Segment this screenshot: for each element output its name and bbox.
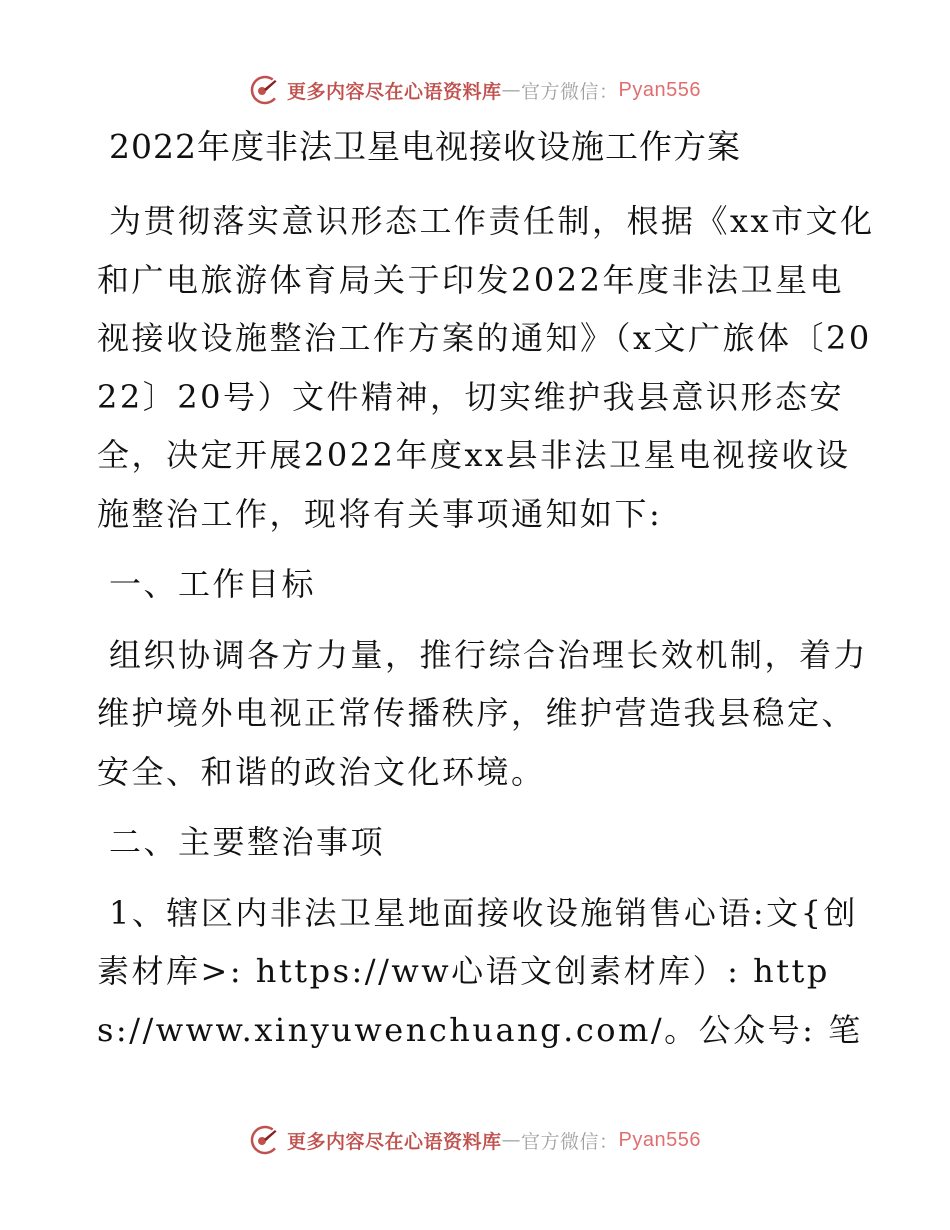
banner-dash: — xyxy=(501,79,522,101)
banner-main-text: 更多内容尽在心语资料库 xyxy=(287,80,502,103)
document-body xyxy=(97,118,877,1059)
section-heading-tasks: 二、主要整治事项 xyxy=(109,823,386,861)
section-tasks-item-1: 1、辖区内非法卫星地面接收设施销售心语:文{创素材库>: https://ww心语文创素材库）: https://www.xinyuwenchuang.com/。公众号: 笔 xyxy=(97,893,863,1049)
brand-logo-icon xyxy=(249,1124,281,1156)
intro-paragraph: 为贯彻落实意识形态工作责任制，根据《xx市文化和广电旅游体育局关于印发2022年度非法卫星电视接收设施整治工作方案的通知》（x文广旅体〔2022〕20号）文件精神，切实维护我县意识形态安全，决定开展2022年度xx县非法卫星电视接收设施整治工作，现将有关事项通知如下: xyxy=(97,202,875,533)
footer-watermark-banner xyxy=(0,1120,950,1160)
banner-wechat-id: Pyan556 xyxy=(618,78,701,101)
header-watermark-banner xyxy=(0,70,950,110)
banner-wechat-label: 官方微信： xyxy=(521,1130,619,1153)
section-goals-paragraph: 组织协调各方力量，推行综合治理长效机制，着力维护境外电视正常传播秩序，维护营造我县稳定、安全、和谐的政治文化环境。 xyxy=(97,635,869,791)
banner-main-text: 更多内容尽在心语资料库 xyxy=(287,1130,502,1153)
brand-logo-icon xyxy=(249,74,281,106)
banner-wechat-id: Pyan556 xyxy=(618,1128,701,1151)
document-title: 2022年度非法卫星电视接收设施工作方案 xyxy=(109,127,741,166)
section-heading-goals: 一、工作目标 xyxy=(109,565,317,603)
banner-wechat-label: 官方微信： xyxy=(521,80,619,103)
banner-dash: — xyxy=(501,1129,522,1151)
